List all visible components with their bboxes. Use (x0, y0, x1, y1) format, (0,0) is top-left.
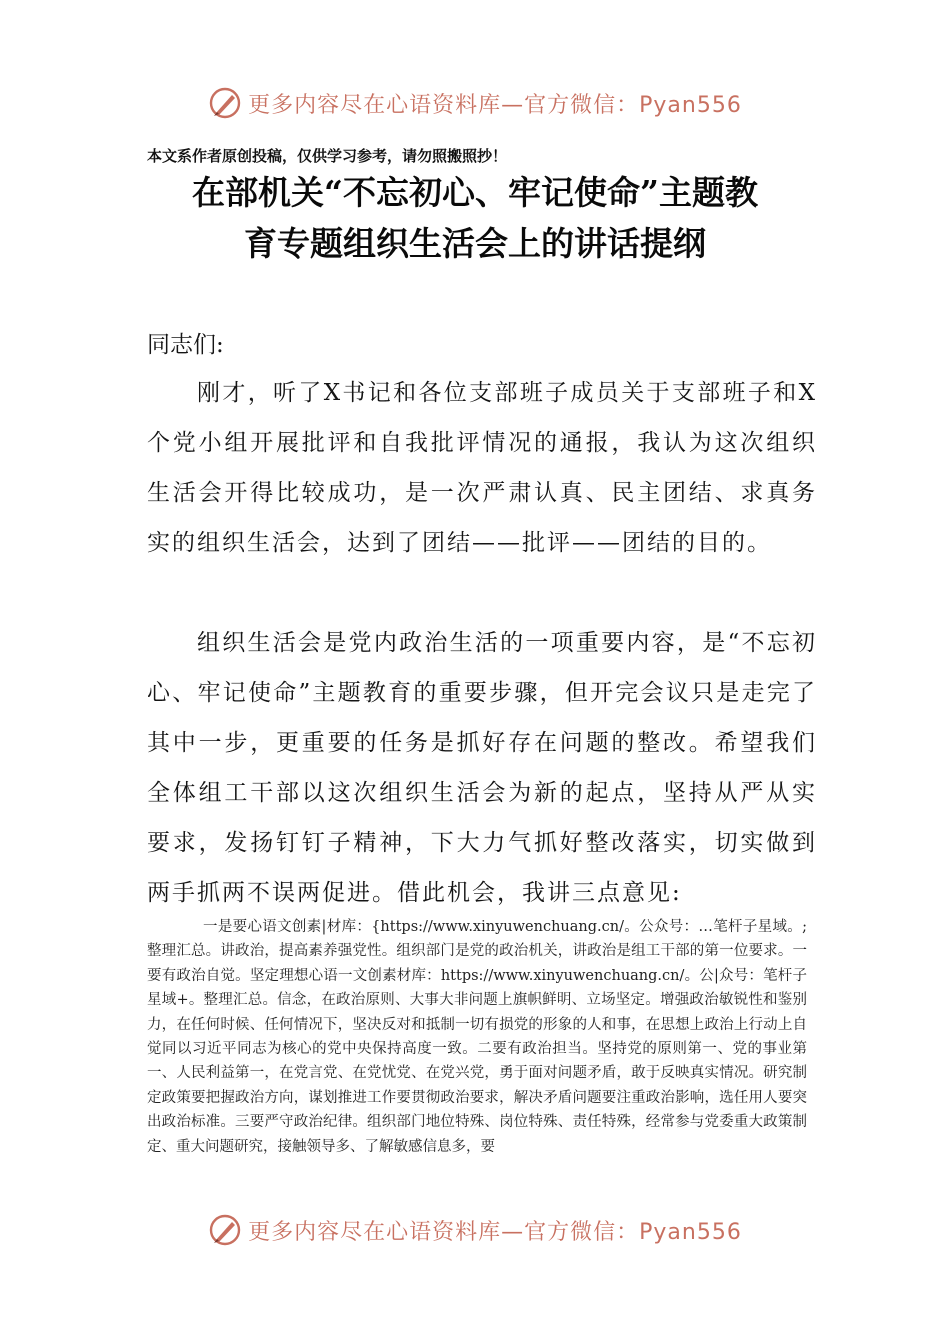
copyright-notice: 本文系作者原创投稿，仅供学习参考，请勿照搬照抄！ (147, 147, 508, 165)
salutation: 同志们: (147, 332, 224, 358)
watermark-text: 更多内容尽在心语资料库—官方微信：Pyan556 (248, 1219, 742, 1245)
watermark-banner-top (0, 83, 950, 123)
watermark-banner-bottom (0, 1210, 950, 1250)
paragraph-1: 刚才，听了X书记和各位支部班子成员关于支部班子和X个党小组开展批评和自我批评情况的通报，我认为这次组织生活会开得比较成功，是一次严肃认真、民主团结、求真务实的组织生活会，达到了团结——批评——团结的目的。 (147, 380, 817, 556)
document-title-line-2: 育专题组织生活会上的讲话提纲 (244, 224, 706, 263)
document-title-line-1: 在部机关“不忘初心、牢记使命”主题教 (192, 173, 758, 212)
paragraph-2: 组织生活会是党内政治生活的一项重要内容，是“不忘初心、牢记使命”主题教育的重要步骤，但开完会议只是走完了其中一步，更重要的任务是抓好存在问题的整改。希望我们全体组工干部以这次组织生活会为新的起点，坚持从严从实要求，发扬钉钉子精神，下大力气抓好整改落实，切实做到两手抓两不误两促进。借此机会，我讲三点意见: (147, 630, 817, 906)
pen-logo-icon (208, 1213, 242, 1247)
watermark-text: 更多内容尽在心语资料库—官方微信：Pyan556 (248, 92, 742, 118)
paragraph-3: 一是要心语文创素|材库：{https://www.xinyuwenchuang.cn/。公众号：…笔杆子星域。;整理汇总。讲政治，提高素养强党性。组织部门是党的政治机关，讲政治是组工干部的第一位要求。一要有政治自觉。坚定理想心语一文创素材库：https://www.xinyuwenchuang.cn/。公|众号：笔杆子星域+。整理汇总。信念，在政治原则、大事大非问题上旗帜鲜明、立场坚定。增强政治敏锐性和鉴别力，在任何时候、任何情况下，坚决反对和抵制一切有损党的形象的人和事，在思想上政治上行动上自觉同以习近平同志为核心的党中央保持高度一致。二要有政治担当。坚持党的原则第一、党的事业第一、人民利益第一，在党言党、在党忧党、在党兴党，勇于面对问题矛盾，敢于反映真实情况。研究制定政策要把握政治方向，谋划推进工作要贯彻政治要求，解决矛盾问题要注重政治影响，选任用人要突出政治标准。三要严守政治纪律。组织部门地位特殊、岗位特殊、责任特殊，经常参与党委重大政策制定、重大问题研究，接触领导多、了解敏感信息多，要 (147, 919, 807, 1155)
pen-logo-icon (208, 86, 242, 120)
